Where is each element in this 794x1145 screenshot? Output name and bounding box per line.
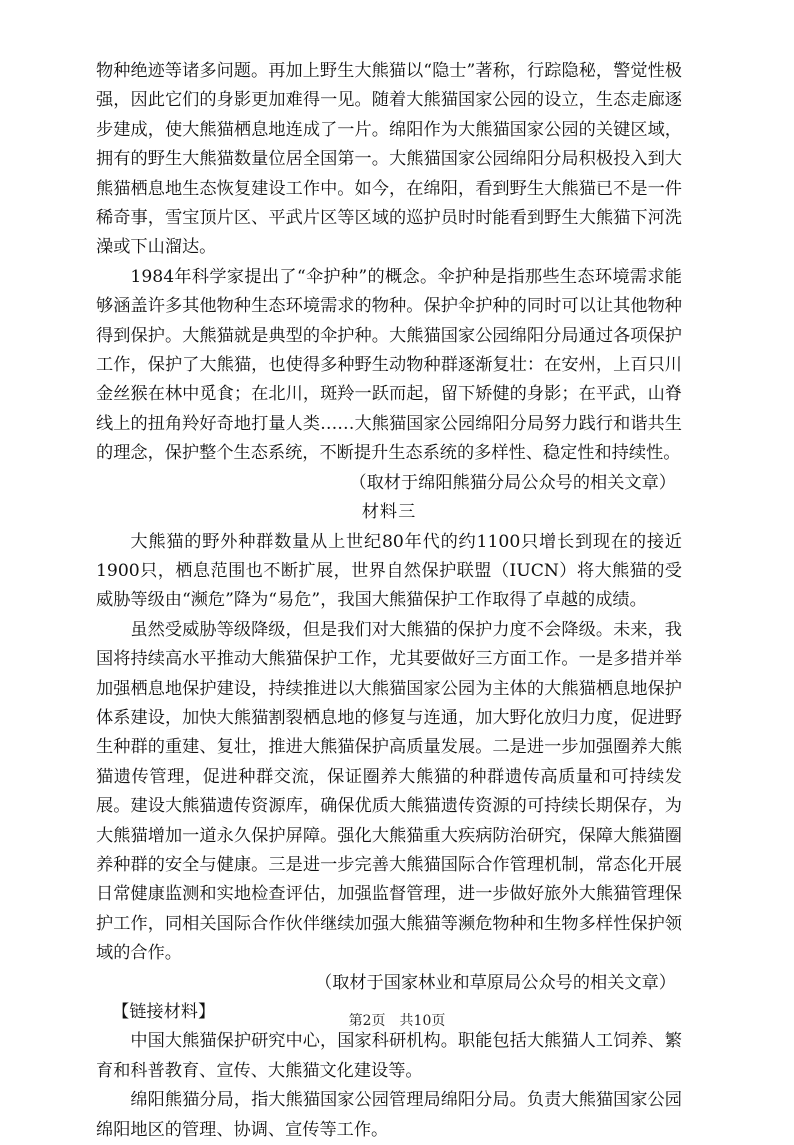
link-material-item: 绵阳熊猫分局，指大熊猫国家公园管理局绵阳分局。负责大熊猫国家公园绵阳地区的管理、协调、宣传等工作。 [96, 1090, 682, 1140]
paragraph-umbrella-species: 1984年科学家提出了“伞护种”的概念。伞护种是指那些生态环境需求能够涵盖许多其他物种生态环境需求的物种。保护伞护种的同时可以让其他物种得到保护。大熊猫就是典型的伞护种。大熊猫国家公园绵阳分局通过各项保护工作，保护了大熊猫，也使得多种野生动物种群逐渐复壮：在安州，上百只川金丝猴在林中觅食；在北川，斑羚一跃而起，留下矫健的身影；在平武，山脊线上的扭角羚好奇地打量人类……大熊猫国家公园绵阳分局努力践行和谐共生的理念，保护整个生态系统，不断提升生态系统的多样性、稳定性和持续性。 [96, 266, 682, 464]
page-number: 第2页 共10页 [348, 1013, 446, 1029]
source-note: （取材于国家林业和草原局公众号的相关文章） [315, 972, 676, 993]
source-note: （取材于绵阳熊猫分局公众号的相关文章） [349, 472, 676, 493]
document-body [96, 57, 682, 1145]
material-three-heading: 材料三 [361, 502, 417, 523]
link-material-heading: 【链接材料】 [112, 1002, 216, 1022]
paragraph-future-work: 虽然受威胁等级降级，但是我们对大熊猫的保护力度不会降级。未来，我国将持续高水平推动大熊猫保护工作，尤其要做好三方面工作。一是多措并举加强栖息地保护建设，持续推进以大熊猫国家公园为主体的大熊猫栖息地保护体系建设，加快大熊猫割裂栖息地的修复与连通，加大野化放归力度，促进野生种群的重建、复壮，推进大熊猫保护高质量发展。二是进一步加强圈养大熊猫遗传管理，促进种群交流，保证圈养大熊猫的种群遗传高质量和可持续发展。建设大熊猫遗传资源库，确保优质大熊猫遗传资源的可持续长期保存，为大熊猫增加一道永久保护屏障。强化大熊猫重大疾病防治研究，保障大熊猫圈养种群的安全与健康。三是进一步完善大熊猫国际合作管理机制，常态化开展日常健康监测和实地检查评估，加强监督管理，进一步做好旅外大熊猫管理保护工作，同相关国际合作伙伴继续加强大熊猫等濒危物种和生物多样性保护领域的合作。 [96, 619, 682, 964]
paragraph-population: 大熊猫的野外种群数量从上世纪80年代的约1100只增长到现在的接近1900只，栖息范围也不断扩展，世界自然保护联盟（IUCN）将大熊猫的受威胁等级由“濒危”降为“易危”，我国大熊猫保护工作取得了卓越的成绩。 [96, 531, 682, 611]
paragraph-continued: 物种绝迹等诸多问题。再加上野生大熊猫以“隐士”著称，行踪隐秘，警觉性极强，因此它们的身影更加难得一见。随着大熊猫国家公园的设立，生态走廊逐步建成，使大熊猫栖息地连成了一片。绵阳作为大熊猫国家公园的关键区域，拥有的野生大熊猫数量位居全国第一。大熊猫国家公园绵阳分局积极投入到大熊猫栖息地生态恢复建设工作中。如今，在绵阳，看到野生大熊猫已不是一件稀奇事，雪宝顶片区、平武片区等区域的巡护员时时能看到野生大熊猫下河洗澡或下山溜达。 [96, 61, 682, 258]
link-material-item: 中国大熊猫保护研究中心，国家科研机构。职能包括大熊猫人工饲养、繁育和科普教育、宣传、大熊猫文化建设等。 [96, 1031, 682, 1081]
